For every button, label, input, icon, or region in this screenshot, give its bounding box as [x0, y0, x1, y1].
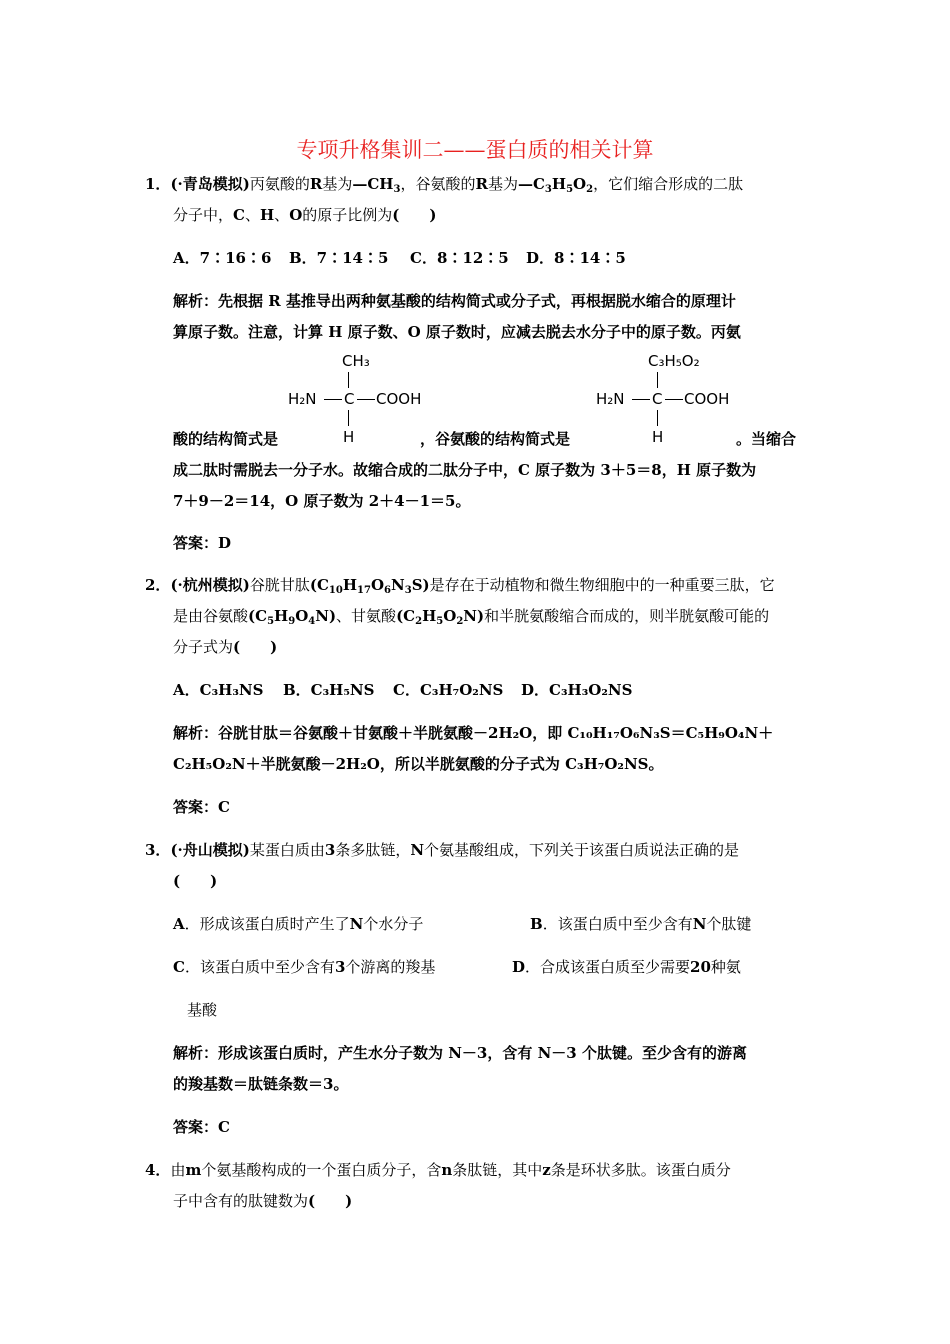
option-a[interactable]: A．形成该蛋白质时产生了N个水分子: [173, 915, 424, 933]
explanation-line: 。当缩合: [736, 430, 797, 448]
question-3-line-2: ( ): [173, 872, 218, 890]
explanation-line: ，谷氨酸的结构简式是: [420, 430, 571, 448]
question-2-line-1: 2．(·杭州模拟)谷胱甘肽$(C_{10}H_{17}O_6N_3S)$是存在于动植物和微生物细胞中的一种重要三肽，它: [145, 576, 775, 596]
question-source: (·杭州模拟): [170, 576, 250, 594]
answer: 答案：D: [173, 534, 232, 552]
option-b[interactable]: B．7∶14∶5: [289, 249, 389, 267]
question-source: (·舟山模拟): [170, 841, 250, 859]
question-4-line-1: 4．由m个氨基酸构成的一个蛋白质分子，含n条肽链，其中z条是环状多肽。该蛋白质分: [145, 1161, 731, 1179]
answer: 答案：C: [173, 1118, 230, 1136]
explanation-line: 7＋9－2＝14，O 原子数为 2＋4－1＝5。: [173, 492, 471, 510]
question-2-line-3: 分子式为( ): [173, 638, 278, 656]
alanine-structural-formula: CH₃ H₂N C COOH H: [288, 352, 422, 446]
explanation-line: 的羧基数＝肽链条数＝3。: [173, 1075, 349, 1093]
question-1-line-2: 分子中，C、H、O的原子比例为( ): [173, 206, 437, 224]
option-c[interactable]: C．该蛋白质中至少含有3个游离的羧基: [173, 958, 436, 976]
explanation-line: 酸的结构简式是: [173, 430, 279, 448]
explanation-line: C₂H₅O₂N＋半胱氨酸－2H₂O，所以半胱氨酸的分子式为 C₃H₇O₂NS。: [173, 755, 664, 773]
answer: 答案：C: [173, 798, 230, 816]
page-title: 专项升格集训二——蛋白质的相关计算: [296, 138, 654, 162]
question-4-line-2: 子中含有的肽键数为( ): [173, 1192, 353, 1210]
question-1-line-1: 1．(·青岛模拟)丙氨酸的R基为$—CH_3$，谷氨酸的R基为$—C_3H_5O_2$，它们缩合形成的二肽: [145, 175, 744, 195]
option-d[interactable]: D．8∶14∶5: [526, 249, 626, 267]
question-number: 1．: [145, 175, 171, 193]
glutamic-acid-structural-formula: C₃H₅O₂ H₂N C COOH H: [596, 352, 730, 446]
question-source: (·青岛模拟): [170, 175, 250, 193]
explanation-line: 成二肽时需脱去一分子水。故缩合成的二肽分子中，C 原子数为 3＋5＝8，H 原子数为: [173, 461, 757, 479]
option-a[interactable]: A．7∶16∶6: [173, 249, 272, 267]
explanation-line: 解析：先根据 R 基推导出两种氨基酸的结构简式或分子式，再根据脱水缩合的原理计: [173, 292, 736, 310]
option-b[interactable]: B．C₃H₅NS: [283, 681, 375, 699]
explanation-line: 解析：谷胱甘肽＝谷氨酸＋甘氨酸＋半胱氨酸－2H₂O，即 C₁₀H₁₇O₆N₃S＝C₅H₉O₄N＋: [173, 724, 774, 742]
question-3-line-1: 3．(·舟山模拟)某蛋白质由3条多肽链，N个氨基酸组成，下列关于该蛋白质说法正确的是: [145, 841, 740, 859]
explanation-line: 解析：形成该蛋白质时，产生水分子数为 N－3，含有 N－3 个肽键。至少含有的游离: [173, 1044, 747, 1062]
question-number: 3．: [145, 841, 171, 859]
option-c[interactable]: C．C₃H₇O₂NS: [393, 681, 504, 699]
question-number: 2．: [145, 576, 171, 594]
question-number: 4．: [145, 1161, 171, 1179]
option-a[interactable]: A．C₃H₃NS: [173, 681, 264, 699]
option-c[interactable]: C．8∶12∶5: [410, 249, 509, 267]
question-2-line-2: 是由谷氨酸$(C_5H_9O_4N)$、甘氨酸$(C_2H_5O_2N)$和半胱氨酸缩合而成的，则半胱氨酸可能的: [173, 607, 770, 627]
option-d[interactable]: D．合成该蛋白质至少需要20种氨: [512, 958, 741, 976]
explanation-line: 算原子数。注意，计算 H 原子数、O 原子数时，应减去脱去水分子中的原子数。丙氨: [173, 323, 741, 341]
option-d[interactable]: D．C₃H₃O₂NS: [521, 681, 633, 699]
option-b[interactable]: B．该蛋白质中至少含有N个肽键: [530, 915, 752, 933]
option-d-continued: 基酸: [187, 1001, 218, 1019]
